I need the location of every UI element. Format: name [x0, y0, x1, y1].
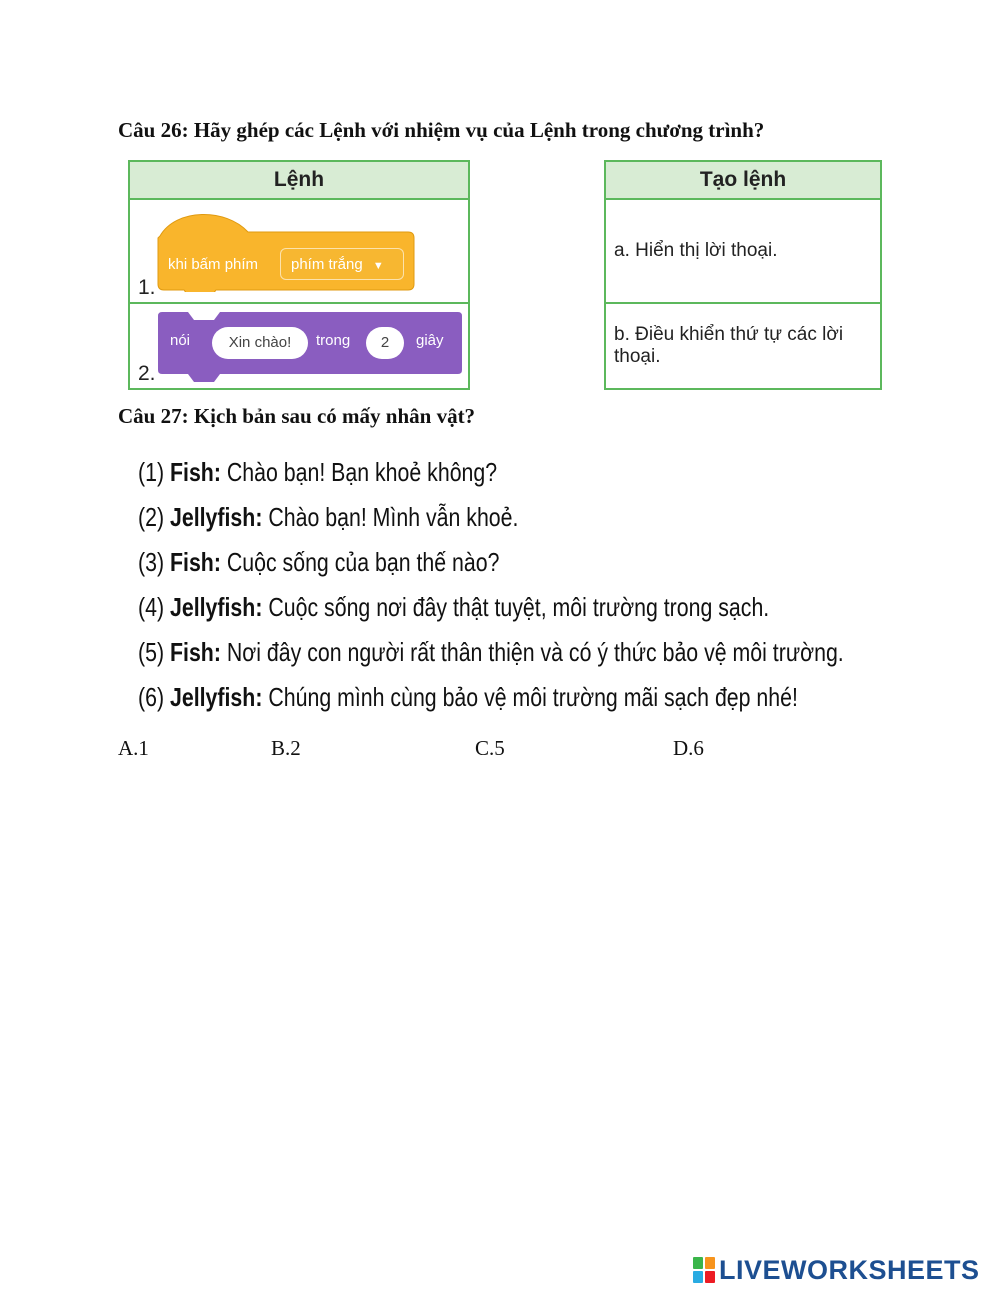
caret-down-icon: ▼ — [372, 260, 384, 272]
line-text: Cuộc sống của bạn thế nào? — [226, 547, 500, 577]
key-dropdown[interactable] — [280, 248, 404, 280]
dialogue-line-2 — [138, 495, 876, 540]
dialogue-script — [138, 450, 876, 720]
speaker-name: Jellyfish: — [169, 682, 263, 712]
commands-table — [128, 160, 470, 390]
for-label: trong — [316, 332, 351, 349]
line-index: (2) — [138, 502, 165, 532]
task-b[interactable]: b. Điều khiển thứ tự các lời thoại. — [605, 303, 881, 389]
tasks-table — [604, 160, 882, 390]
key-dropdown-value: phím trắng — [291, 256, 363, 273]
dialogue-line-5 — [138, 630, 876, 675]
row-number-2: 2. — [138, 362, 156, 385]
liveworksheets-logo-icon — [693, 1257, 715, 1283]
seconds-input[interactable]: 2 — [366, 327, 404, 359]
line-index: (1) — [138, 457, 165, 487]
line-text: Chào bạn! Mình vẫn khoẻ. — [268, 502, 519, 532]
line-index: (6) — [138, 682, 165, 712]
line-text: Nơi đây con người rất thân thiện và có ý thức bảo vệ môi trường. — [226, 637, 844, 667]
line-index: (5) — [138, 637, 165, 667]
liveworksheets-logo — [693, 1255, 980, 1285]
line-index: (4) — [138, 592, 165, 622]
say-label: nói — [170, 332, 191, 349]
line-text: Chúng mình cùng bảo vệ môi trường mãi sạch đẹp nhé! — [268, 682, 798, 712]
option-b[interactable]: B.2 — [271, 736, 301, 760]
command-row-2[interactable] — [129, 303, 469, 389]
speaker-name: Fish: — [169, 457, 221, 487]
task-a[interactable]: a. Hiển thị lời thoại. — [605, 199, 881, 303]
dialogue-line-4 — [138, 585, 876, 630]
option-d[interactable]: D.6 — [673, 736, 704, 760]
command-row-1[interactable] — [129, 199, 469, 303]
say-for-seconds-block[interactable] — [158, 312, 462, 382]
speaker-name: Fish: — [169, 637, 221, 667]
event-hat-block[interactable] — [156, 208, 416, 292]
seconds-label: giây — [416, 332, 444, 349]
hat-block-label: khi bấm phím — [168, 256, 259, 273]
dialogue-line-6 — [138, 675, 876, 720]
speaker-name: Jellyfish: — [169, 592, 263, 622]
tasks-header: Tạo lệnh — [605, 161, 881, 199]
line-index: (3) — [138, 547, 165, 577]
speaker-name: Fish: — [169, 547, 221, 577]
line-text: Chào bạn! Bạn khoẻ không? — [226, 457, 498, 487]
logo-text: LIVEWORKSHEETS — [719, 1254, 980, 1285]
message-input[interactable]: Xin chào! — [212, 327, 308, 359]
option-a[interactable]: A.1 — [118, 736, 149, 760]
row-number-1: 1. — [138, 276, 156, 299]
commands-header: Lệnh — [129, 161, 469, 199]
question-27-title: Câu 27: Kịch bản sau có mấy nhân vật? — [118, 404, 476, 428]
question-26-title: Câu 26: Hãy ghép các Lệnh với nhiệm vụ của Lệnh trong chương trình? — [118, 118, 765, 142]
line-text: Cuộc sống nơi đây thật tuyệt, môi trường trong sạch. — [268, 592, 770, 622]
option-c[interactable]: C.5 — [475, 736, 505, 760]
dialogue-line-3 — [138, 540, 876, 585]
dialogue-line-1 — [138, 450, 876, 495]
speaker-name: Jellyfish: — [169, 502, 263, 532]
